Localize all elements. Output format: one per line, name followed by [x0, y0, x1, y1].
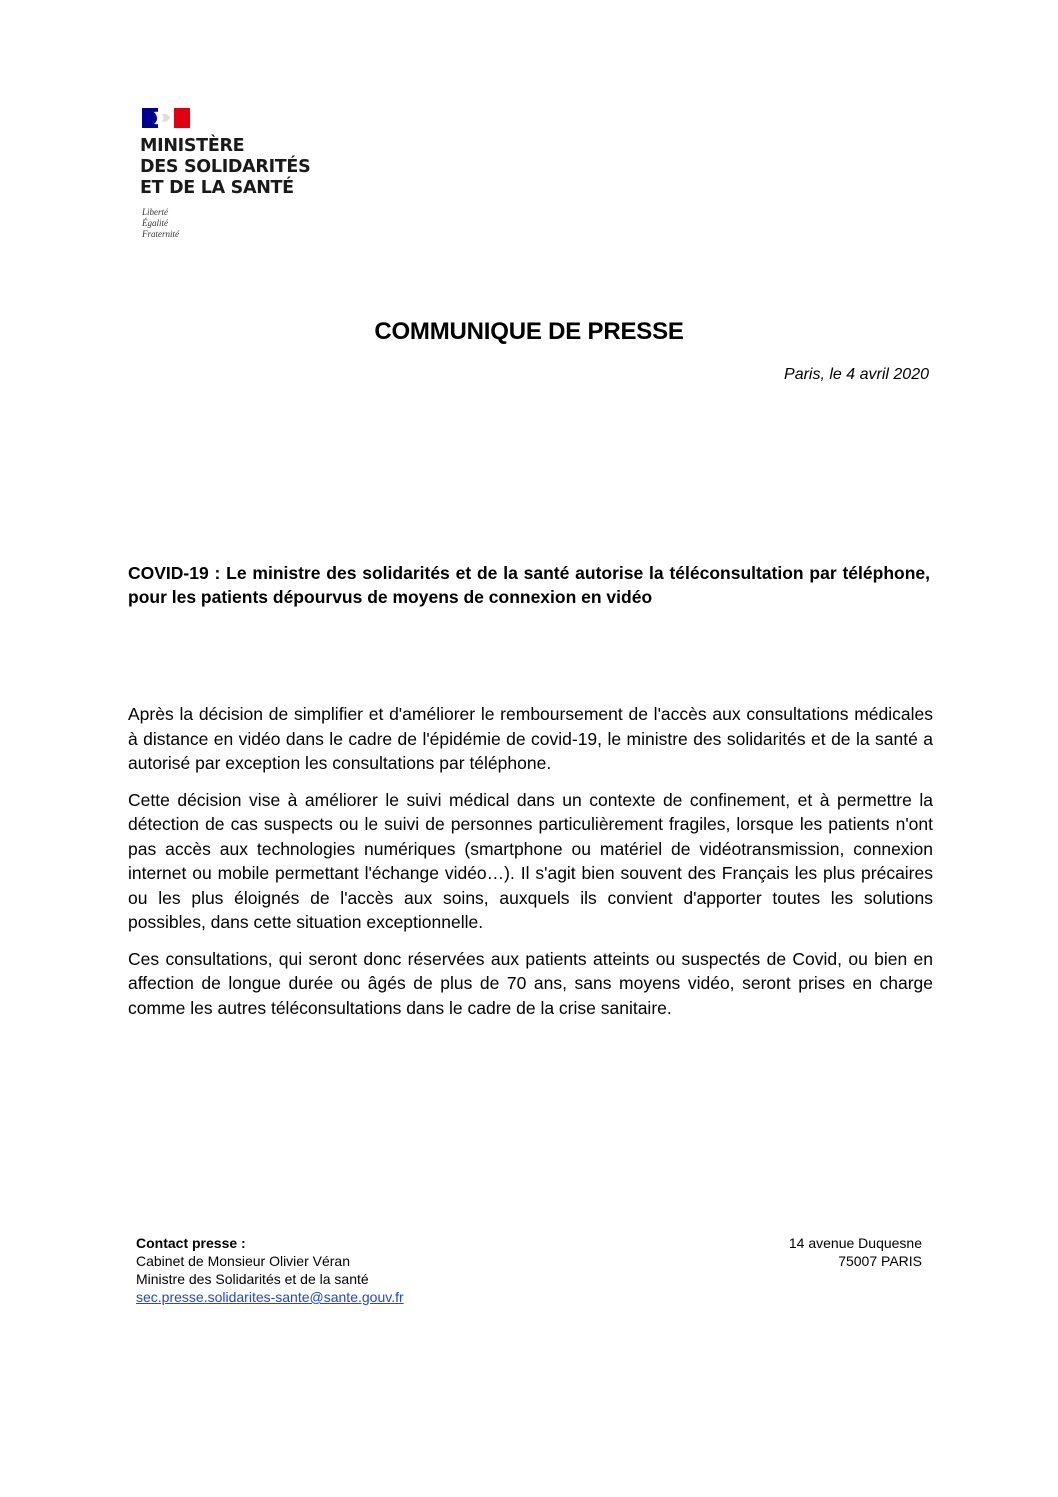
contact-email-link[interactable]: sec.presse.solidarites-sante@sante.gouv.fr: [136, 1289, 404, 1305]
ministry-line: MINISTÈRE: [140, 136, 245, 156]
contact-line: Cabinet de Monsieur Olivier Véran: [136, 1253, 350, 1269]
body-paragraph: Après la décision de simplifier et d'améliorer le remboursement de l'accès aux consultations médicales à distance en vidéo dans le cadre de l'épidémie de covid-19, le ministre des solidarités et de la santé a autorisé par exception les consultations par téléphone.: [128, 704, 933, 773]
marianne-flag-logo: [142, 108, 190, 128]
ministry-line: DES SOLIDARITÉS: [140, 157, 311, 177]
ministry-name: [140, 136, 310, 199]
republic-motto: [142, 207, 179, 240]
contact-line: Ministre des Solidarités et de la santé: [136, 1271, 369, 1287]
ministry-line: ET DE LA SANTÉ: [140, 178, 294, 198]
motto-line: Fraternité: [142, 229, 179, 239]
headline: COVID-19 : Le ministre des solidarités et de la santé autorise la téléconsultation par téléphone, pour les patients dépourvus de moyens de connexion en vidéo: [128, 563, 930, 607]
motto-line: Égalité: [142, 218, 168, 228]
press-release-title: COMMUNIQUE DE PRESSE: [374, 318, 684, 345]
ministry-address: [789, 1234, 922, 1270]
body-paragraph: Ces consultations, qui seront donc réservées aux patients atteints ou suspectés de Covid, ou bien en affection de longue durée ou âgés de plus de 70 ans, sans moyens vidéo, seront prises en charge comme les autres téléconsultations dans le cadre de la crise sanitaire.: [128, 948, 933, 1018]
release-date: Paris, le 4 avril 2020: [784, 366, 929, 383]
press-contact: [136, 1234, 404, 1306]
body-text: [128, 702, 933, 1032]
address-city: 75007 PARIS: [838, 1253, 922, 1269]
motto-line: Liberté: [142, 207, 168, 217]
address-street: 14 avenue Duquesne: [788, 1235, 922, 1251]
body-paragraph: Cette décision vise à améliorer le suivi médical dans un contexte de confinement, et à permettre la détection de cas suspects ou le suivi de personnes particulièrement fragiles, lorsque les patients n'ont pas accès aux technologies numériques (smartphone ou matériel de vidéotransmission, connexion internet ou mobile permettant l'échange vidéo…). Il s'agit bien souvent des Français les plus précaires ou les plus éloignés de l'accès aux soins, auxquels ils convient d'apporter toutes les solutions possibles, dans cette situation exceptionnelle.: [128, 789, 933, 932]
contact-label: Contact presse :: [136, 1235, 246, 1251]
